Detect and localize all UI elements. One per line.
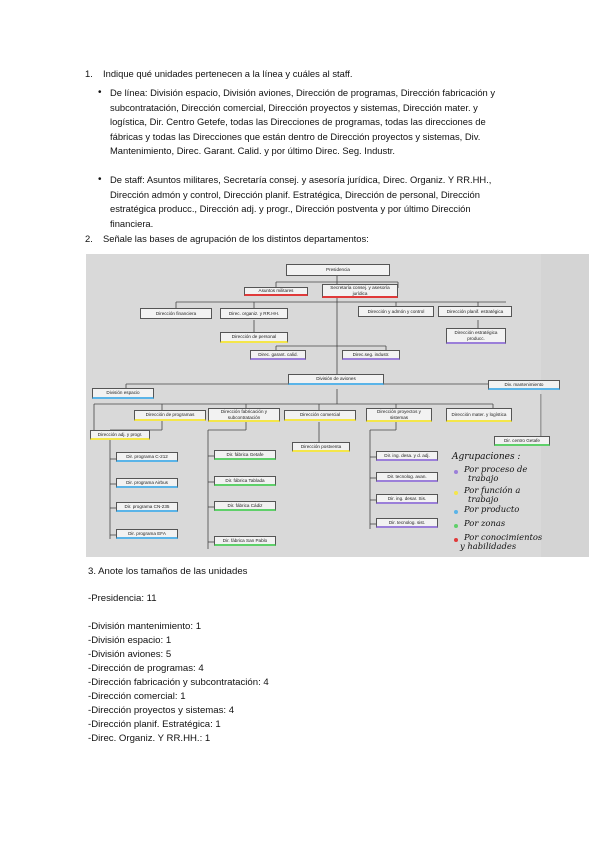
org-box-mater — [446, 408, 512, 422]
org-box-organiz — [220, 308, 288, 319]
org-box-admon — [358, 306, 434, 317]
org-label-admon: Dirección y admón y control — [367, 308, 425, 314]
unit-size-item: -Dirección fabricación y subcontratación: 4 — [88, 677, 269, 688]
org-box-tecnolog-avan — [376, 472, 438, 482]
legend-title: Agrupaciones : — [452, 452, 521, 462]
org-box-secretaria — [322, 284, 398, 298]
org-label-programas: Dirección de programas — [145, 412, 195, 418]
org-box-personal — [220, 332, 288, 343]
question-2-number: 2. — [85, 233, 93, 244]
legend-dot-producto — [454, 510, 458, 514]
org-label-adj: Dirección adj. y progr. — [97, 431, 143, 437]
legend-conocimientos-line1: Por conocimientos — [464, 532, 543, 542]
question-2 — [85, 232, 525, 247]
legend-dot-zonas — [454, 524, 458, 528]
org-box-postventa — [292, 442, 350, 452]
org-label-tecnolog-sist: Dir. tecnolog. sist. — [388, 519, 426, 525]
org-label-comercial: Dirección comercial — [299, 412, 341, 418]
org-label-secretaria: Secretaría consej. y asesoría jurídica — [330, 284, 390, 296]
org-box-financiera — [140, 308, 212, 319]
org-box-prog-cn235 — [116, 502, 178, 512]
question-1-number: 1. — [85, 68, 93, 79]
org-box-aviones — [288, 374, 384, 385]
org-label-seg: Direc.seg. industr. — [352, 351, 390, 357]
org-box-getafe-centro — [494, 436, 550, 446]
org-box-prog-airbus — [116, 478, 178, 488]
legend-funcion-line1: Por función a — [464, 485, 521, 495]
unit-size-item: -División aviones: 5 — [88, 649, 172, 660]
question-1-text: Indique qué unidades pertenecen a la línea y cuáles al staff. — [103, 68, 353, 79]
org-label-fab-cadiz: Dir. fábrica Cádiz — [227, 502, 263, 508]
legend-producto: Por producto — [464, 504, 520, 514]
org-label-prog-cn235: Dir. programa CN-235 — [124, 503, 170, 509]
org-label-tecnolog-avan: Dir. tecnolog. avan. — [387, 473, 427, 479]
org-label-mantenimiento: Div. mantenimiento — [504, 381, 544, 387]
org-label-ing-desa: Dir. ing. desa. y d. adj. — [384, 452, 430, 458]
unit-size-item: -Dirección proyectos y sistemas: 4 — [88, 705, 235, 716]
org-label-mater: Dirección mater. y logística — [451, 411, 507, 417]
legend-proceso-line2: trabajo — [468, 473, 499, 483]
org-box-ing-desar-sis — [376, 494, 438, 504]
org-label-proyectos: Dirección proyectos y sistemas — [377, 408, 421, 420]
legend-conocimientos-line2: y habilidades — [460, 541, 517, 551]
unit-size-item: -División mantenimiento: 1 — [88, 621, 202, 632]
legend-dot-proceso — [454, 470, 458, 474]
unit-size-item: -Dirección planif. Estratégica: 1 — [88, 719, 221, 730]
unit-size-item: -Dirección comercial: 1 — [88, 691, 186, 702]
org-label-organiz: Direc. organiz. y RR.HH. — [228, 310, 280, 316]
legend-proceso-line1: Por proceso de — [464, 464, 528, 474]
org-box-fabricacion — [208, 408, 280, 422]
legend-funcion-line2: trabajo — [468, 494, 499, 504]
org-box-espacio — [92, 388, 154, 399]
staff-units-bullet: • De staff: Asuntos militares, Secretaría consej. y asesoría jurídica, Direc. Organiz. Y RR.HH., Dirección admón y control, Dirección planif. Estratégica, Dirección de personal, Dirección estratégica producc., Dirección adj. y progr., Dirección postventa y por último Dirección financiera. — [110, 173, 502, 231]
org-label-prog-airbus: Dir. programa Airbus — [126, 479, 168, 485]
unit-size-item: -Direc. Organiz. Y RR.HH.: 1 — [88, 733, 211, 744]
org-label-fab-getafe: Dir. fábrica Getafe — [226, 451, 264, 457]
legend-zonas: Por zonas — [464, 518, 506, 528]
org-label-getafe-centro: Dir. centro Getafe — [503, 437, 540, 443]
org-label-espacio: División espacio — [106, 390, 140, 396]
line-units-bullet: • De línea: División espacio, División aviones, Dirección de programas, Dirección fabricación y subcontratación, Dirección comercial, Dirección proyectos y sistemas, Dirección mater. y logística, Dir. Centro Getefe, todas las Direcciones de programas, todas las direcciones de fábricas y todas las Direcciones que están dentro de Dirección proyectos y sistemas, Div. Mantenimiento, Direc. Garant. Calid. y por último Direc. Seg. Industr. — [110, 86, 502, 159]
org-box-prog-efa — [116, 529, 178, 539]
org-label-fabricacion: Dirección fabricación y subcontratación — [220, 408, 268, 420]
org-box-garant — [250, 350, 306, 360]
org-box-presidencia — [286, 264, 390, 276]
legend-dot-conocimientos — [454, 538, 458, 542]
org-box-ing-desa — [376, 451, 438, 461]
org-label-aviones: División de aviones — [316, 376, 356, 382]
org-box-fab-getafe — [214, 450, 276, 460]
org-box-fab-cadiz — [214, 501, 276, 511]
org-label-postventa: Dirección postventa — [300, 443, 342, 449]
unit-size-item: -Dirección de programas: 4 — [88, 663, 204, 674]
org-box-asuntos-militares — [244, 287, 308, 296]
org-label-prog-c212: Dir. programa C-212 — [126, 453, 168, 459]
org-box-mantenimiento — [488, 380, 560, 390]
org-label-planif: Dirección planif. estratégica — [446, 308, 504, 314]
org-box-estrat-producc — [446, 328, 506, 344]
question-2-text: Señale las bases de agrupación de los distintos departamentos: — [103, 233, 369, 244]
org-box-comercial — [284, 410, 356, 421]
org-label-asuntos: Asuntos militares — [258, 288, 294, 294]
org-label-ing-desar-sis: Dir. ing. desar. Sis. — [387, 495, 427, 501]
org-label-garant: Direc. garant. calid. — [258, 351, 298, 357]
unit-size-item: -División espacio: 1 — [88, 635, 172, 646]
unit-size-presidencia: -Presidencia: 11 — [88, 593, 157, 604]
org-box-programas — [134, 410, 206, 421]
org-label-prog-efa: Dir. programa EFA — [128, 530, 166, 536]
org-label-personal: Dirección de personal — [231, 334, 277, 340]
org-box-fab-tablada — [214, 476, 276, 486]
org-box-prog-c212 — [116, 452, 178, 462]
question-3-title: 3. Anote los tamaños de las unidades — [88, 566, 248, 577]
org-box-adj — [90, 430, 150, 440]
org-box-fab-sanpablo — [214, 536, 276, 546]
org-box-tecnolog-sist — [376, 518, 438, 528]
org-label-presidencia: Presidencia — [325, 267, 350, 273]
question-1 — [85, 67, 515, 82]
org-label-estrat-producc: Dirección estratégica producc. — [454, 329, 498, 341]
org-box-planif — [438, 306, 512, 317]
legend-dot-funcion — [454, 491, 458, 495]
org-chart — [86, 254, 589, 557]
org-label-financiera: Dirección financiera — [155, 310, 197, 316]
org-box-seg — [342, 350, 400, 360]
org-label-fab-tablada: Dir. fábrica Tablada — [225, 477, 265, 483]
org-label-fab-sanpablo: Dir. fábrica San Pablo — [222, 537, 268, 543]
unit-sizes-list — [88, 592, 388, 746]
org-box-proyectos — [366, 408, 432, 422]
